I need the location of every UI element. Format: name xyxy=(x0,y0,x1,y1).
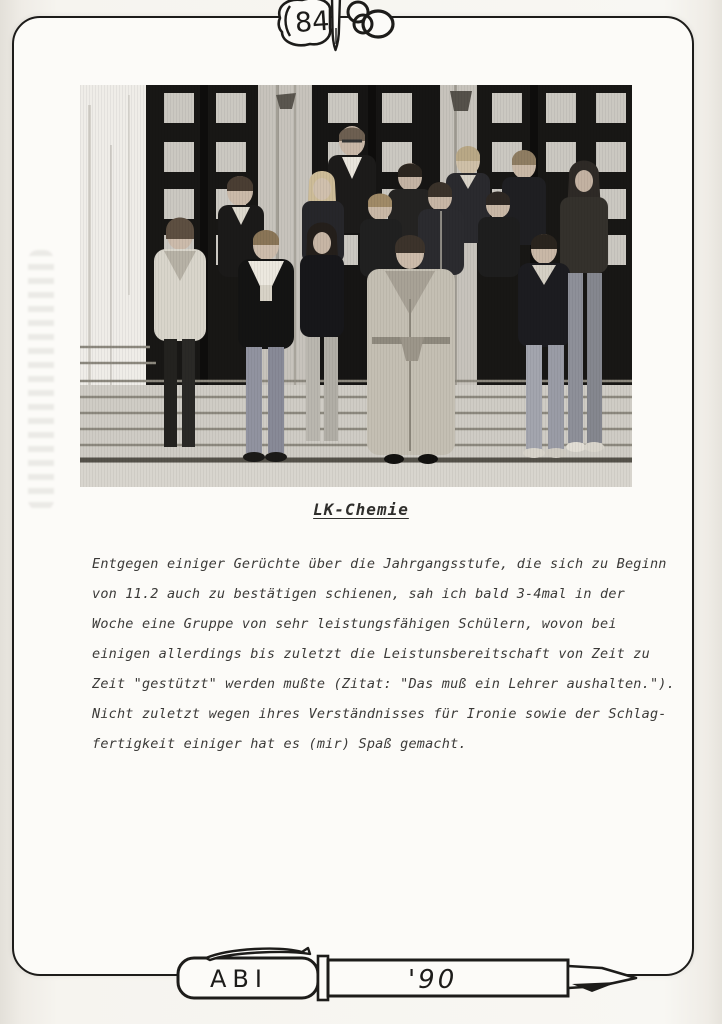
footer-cap-label: ABI xyxy=(210,965,268,993)
fountain-pen-icon xyxy=(140,942,650,1012)
footer-pen-banner xyxy=(140,942,650,1012)
group-photo xyxy=(80,85,632,487)
scan-smudge xyxy=(28,250,54,510)
body-paragraph xyxy=(92,549,675,759)
body-line: Nicht zuletzt wegen ihres Verständnisses für Ironie sowie der Schlag- xyxy=(92,706,667,722)
photo-caption xyxy=(0,500,722,519)
body-line: fertigkeit einiger hat es (mir) Spaß gemacht. xyxy=(92,736,467,752)
body-line: Zeit "gestützt" werden mußte (Zitat: "Das muß ein Lehrer aushalten."). xyxy=(92,676,675,692)
page-number: 84 xyxy=(293,5,331,40)
body-line: einigen allerdings bis zuletzt die Leistunsbereitschaft von Zeit zu xyxy=(92,646,650,662)
group-photo-illustration xyxy=(80,85,632,487)
photo-caption-text: LK-Chemie xyxy=(313,500,409,519)
page-number-ornament xyxy=(266,0,406,52)
footer-barrel-label: '90 xyxy=(408,965,458,995)
body-line: Woche eine Gruppe von sehr leistungsfähigen Schülern, wovon bei xyxy=(92,616,617,632)
body-line: von 11.2 auch zu bestätigen schienen, sah ich bald 3-4mal in der xyxy=(92,586,625,602)
pen-nib-ornament-icon xyxy=(266,0,406,52)
body-line: Entgegen einiger Gerüchte über die Jahrgangsstufe, die sich zu Beginn xyxy=(92,556,667,572)
